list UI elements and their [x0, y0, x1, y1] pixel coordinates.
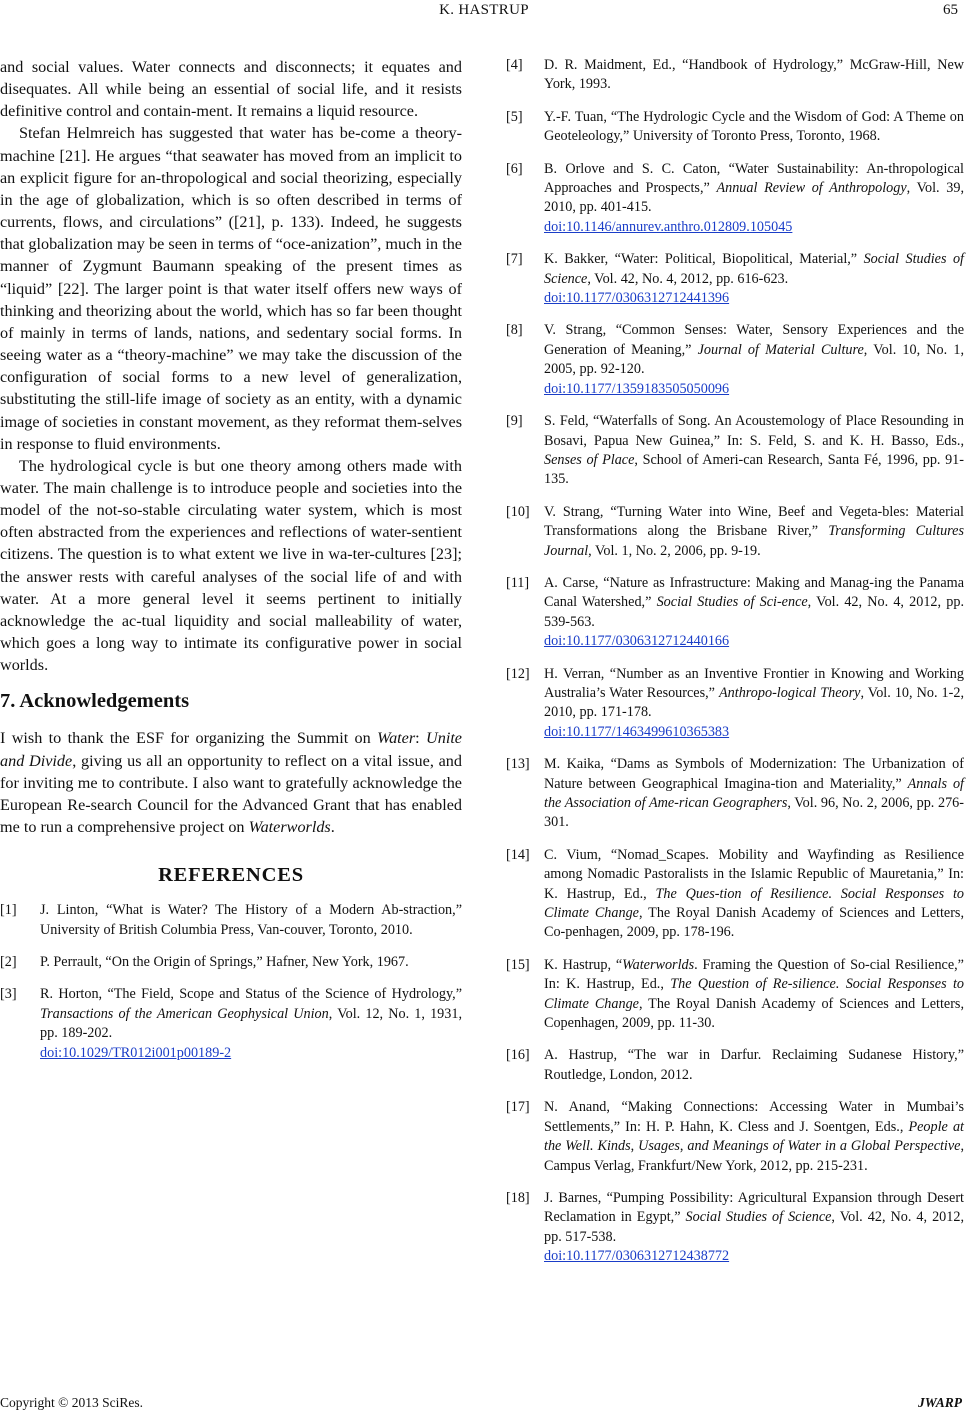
reference-text: N. Anand, “Making Connections: Accessing Water in Mumbai’s Settlements,” In: H. P. Hahn, K. Cless and J. Soentgen, Eds., People at the Well. Kinds, Usages, and Meanings of Water in a Global Perspective, Campus Verlag, Frankfurt/New York, 2012, pp. 215-231.	[544, 1099, 965, 1174]
reference-number: [15]	[506, 956, 530, 973]
reference-item	[506, 1098, 964, 1176]
paragraph: and social values. Water connects and disconnects; it equates and disequates. All while being an essential of social life, and it resists definitive control and contain-ment. It remains a liquid resource.	[0, 58, 462, 121]
reference-number: [11]	[506, 574, 530, 591]
reference-item	[0, 985, 462, 1063]
reference-item	[506, 250, 964, 308]
paragraph: The hydrological cycle is but one theory among others made with water. The main challenge is to introduce people and societies into the model of the not-so-stable circulating water system, which is most often abstracted from the experiences and reflections of water-sentient citizens. The question is to what extent we live in wa-ter-cultures [23]; the answer rests with careful analyses of the social life of and with water. At a more general level it seems pertinent to initially acknowledge the ac-tual liquidity and social malleability of water, which goes a long way to intimate its configurative power in social worlds.	[0, 456, 462, 675]
reference-number: [18]	[506, 1189, 530, 1206]
copyright-footer: Copyright © 2013 SciRes.	[0, 1395, 144, 1410]
doi-link[interactable]: doi:10.1177/0306312712438772	[544, 1248, 730, 1265]
page-number: 65	[943, 2, 958, 18]
reference-number: [10]	[506, 503, 530, 520]
reference-item	[506, 412, 964, 490]
reference-number: [6]	[506, 160, 523, 177]
doi-link[interactable]: doi:10.1177/1463499610365383	[544, 723, 730, 740]
reference-text: K. Bakker, “Water: Political, Biopolitical, Material,” Social Studies of Science, Vol. 42, No. 4, 2012, pp. 616-623. doi:10.1177/0306312712441396	[544, 251, 964, 307]
right-column	[506, 56, 964, 1280]
reference-text: V. Strang, “Turning Water into Wine, Beef and Vegeta-bles: Material Transformations along the Brisbane River,” Transforming Cultures Journal, Vol. 1, No. 2, 2006, pp. 9-19.	[544, 503, 964, 559]
reference-text: P. Perrault, “On the Origin of Springs,” Hafner, New York, 1967.	[40, 953, 409, 970]
reference-text: J. Linton, “What is Water? The History of a Modern Ab-straction,” University of British Columbia Press, Van-couver, Toronto, 2010.	[40, 902, 462, 938]
journal-footer: JWARP	[917, 1395, 962, 1410]
reference-item	[0, 901, 462, 940]
reference-item	[506, 108, 964, 147]
reference-text: D. R. Maidment, Ed., “Handbook of Hydrology,” McGraw-Hill, New York, 1993.	[544, 57, 964, 93]
reference-number: [5]	[506, 108, 523, 125]
reference-number: [9]	[506, 413, 523, 430]
reference-number: [14]	[506, 846, 530, 863]
reference-item	[506, 665, 964, 743]
reference-number: [17]	[506, 1099, 530, 1116]
reference-number: [2]	[0, 953, 17, 970]
reference-number: [4]	[506, 57, 523, 73]
doi-link[interactable]: doi:10.1177/0306312712440166	[544, 633, 730, 650]
reference-text: B. Orlove and S. C. Caton, “Water Sustainability: An-thropological Approaches and Prospects,” Annual Review of Anthropology, Vol. 39, 2010, pp. 401-415. doi:10.1146/annurev.anthro.012809.105045	[544, 160, 964, 235]
reference-item	[506, 956, 964, 1034]
doi-link[interactable]: doi:10.1029/TR012i001p00189-2	[40, 1044, 232, 1061]
reference-text: J. Barnes, “Pumping Possibility: Agricultural Expansion through Desert Reclamation in Egypt,” Social Studies of Science, Vol. 42, No. 4, 2012, pp. 517-538. doi:10.1177/0306312712438772	[544, 1189, 964, 1265]
reference-item	[506, 755, 964, 833]
reference-number: [13]	[506, 756, 530, 773]
doi-link[interactable]: doi:10.1177/1359183505050096	[544, 380, 730, 397]
reference-text: R. Horton, “The Field, Scope and Status of the Science of Hydrology,” Transactions of the American Geophysical Union, Vol. 12, No. 1, 1931, pp. 189-202. doi:10.1029/TR012i001p00189-2	[40, 986, 462, 1061]
reference-text: C. Vium, “Nomad_Scapes. Mobility and Wayfinding as Resilience among Nomadic Pastoralists in the Islamic Republic of Mauretania,” In: K. Hastrup, Ed., The Ques-tion of Resilience. Social Responses to Climate Change, The Royal Danish Academy of Sciences and Letters, Co-penhagen, 2009, pp. 178-196.	[544, 846, 965, 941]
reference-text: A. Carse, “Nature as Infrastructure: Making and Manag-ing the Panama Canal Watershed,” Social Studies of Sci-ence, Vol. 42, No. 4, 2012, pp. 539-563. doi:10.1177/0306312712440166	[544, 574, 964, 650]
reference-number: [7]	[506, 251, 523, 268]
running-header: K. HASTRUP	[439, 2, 529, 18]
reference-number: [1]	[0, 902, 17, 919]
reference-item	[506, 321, 964, 399]
reference-text: H. Verran, “Number as an Inventive Frontier in Knowing and Working Australia’s Water Resources,” Anthropo-logical Theory, Vol. 10, No. 1-2, 2010, pp. 171-178. doi:10.1177/1463499610365383	[544, 665, 964, 740]
references-heading: REFERENCES	[158, 864, 304, 887]
reference-item	[506, 574, 964, 652]
reference-text: M. Kaika, “Dams as Symbols of Modernization: The Urbanization of Nature between Geographical Imagina-tion and Materiality,” Annals of the Association of Ame-rican Geographers, Vol. 96, No. 2, 2006, pp. 276-301.	[544, 756, 964, 831]
reference-number: [3]	[0, 986, 17, 1003]
reference-text: S. Feld, “Waterfalls of Song. An Acoustemology of Place Resounding in Bosavi, Papua New Guinea,” In: S. Feld, S. and K. H. Basso, Eds., Senses of Place, School of Ameri-can Research, Santa Fé, 1996, pp. 91-135.	[544, 413, 965, 488]
section-heading: 7. Acknowledgements	[0, 690, 190, 713]
reference-text: A. Hastrup, “The war in Darfur. Reclaiming Sudanese History,” Routledge, London, 2012.	[544, 1047, 964, 1083]
acknowledgement-paragraph: I wish to thank the ESF for organizing the Summit on Water: Unite and Divide, giving us all an opportunity to reflect on a vital issue, and for inviting me to contribute. I also want to gratefully acknowledge the European Re-search Council for the Advanced Grant that has enabled me to run a comprehensive project on Waterworlds.	[0, 729, 462, 836]
reference-item	[506, 56, 964, 95]
reference-text: V. Strang, “Common Senses: Water, Sensory Experiences and the Generation of Meaning,” Journal of Material Culture, Vol. 10, No. 1, 2005, pp. 92-120. doi:10.1177/1359183505050096	[544, 322, 964, 397]
reference-item	[506, 1046, 964, 1085]
doi-link[interactable]: doi:10.1177/0306312712441396	[544, 290, 730, 307]
reference-item	[0, 953, 462, 972]
doi-link[interactable]: doi:10.1146/annurev.anthro.012809.105045	[544, 218, 793, 235]
reference-number: [12]	[506, 665, 530, 682]
reference-number: [8]	[506, 322, 523, 339]
reference-item	[506, 160, 964, 238]
reference-item	[506, 846, 964, 943]
left-column	[0, 56, 462, 1076]
reference-item	[506, 503, 964, 561]
reference-number: [16]	[506, 1047, 530, 1064]
paragraph: Stefan Helmreich has suggested that water has be-come a theory-machine [21]. He argues “that seawater has moved from an implicit to an explicit figure for an-thropological and social theorizing, especially in the age of globalization, which is so often described in terms of currents, flows, and circulations” ([21], p. 133). Indeed, he suggests that globalization may be seen in terms of “oce-anization”, much in the manner of Zygmunt Baumann speaking of the present times as “liquid” [22]. The larger point is that water itself offers new ways of thinking and theorizing about the world, which has so far been thought of mainly in terms of lands, nations, and sedentary social forms. In seeing water as a “theory-machine” we may take the discussion of the configuration of social forms to a new level of generalization, substituting the still-life image of society as an entity, with a dynamic image of societies in constant movement, as they reformat them-selves in response to fluid environments.	[0, 124, 462, 453]
reference-text: K. Hastrup, “Waterworlds. Framing the Question of So-cial Resilience,” In: K. Hastrup, Ed., The Question of Re-silience. Social Responses to Climate Change, The Royal Danish Academy of Sciences and Letters, Copenhagen, 2009, pp. 11-30.	[544, 956, 965, 1032]
reference-text: Y.-F. Tuan, “The Hydrologic Cycle and the Wisdom of God: A Theme on Geoteleology,” University of Toronto Press, Toronto, 1968.	[544, 108, 964, 145]
reference-item	[506, 1189, 964, 1267]
